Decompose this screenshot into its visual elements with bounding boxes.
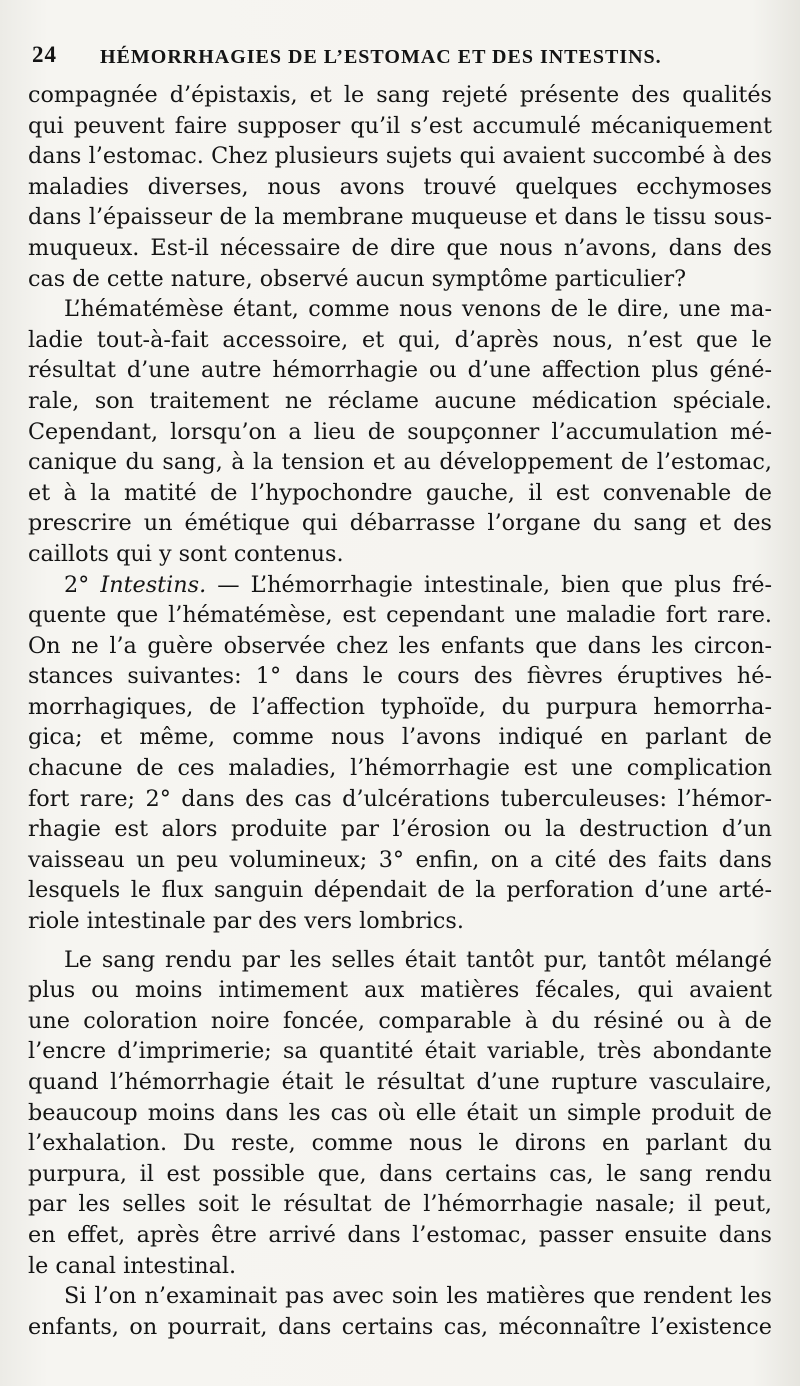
line-text: Cependant, lorsqu’on a lieu de soupçonner l’accumulation mé- (28, 418, 772, 445)
line-text: caillots qui y sont contenus. (28, 540, 344, 567)
line-text: muqueux. Est-il nécessaire de dire que nous n’avons, dans des (28, 234, 772, 261)
text-line (28, 1159, 772, 1190)
line-text: fort rare; 2° dans des cas d’ulcérations tuberculeuses: l’hémor- (28, 785, 772, 812)
line-text: morrhagiques, de l’affection typhoïde, du purpura hemorrha- (28, 693, 772, 720)
section-number: 2° (64, 571, 101, 598)
line-text: lesquels le flux sanguin dépendait de la perforation d’une arté- (28, 877, 772, 904)
line-text: l’encre d’imprimerie; sa quantité était variable, très abondante (28, 1038, 772, 1065)
line-text: — L’hémorrhagie intestinale, bien que plus fré- (206, 571, 772, 598)
line-text: stances suivantes: 1° dans le cours des fièvres éruptives hé- (28, 663, 772, 690)
text-line (28, 945, 772, 976)
text-line (28, 1220, 772, 1251)
text-line (28, 111, 772, 142)
line-text: Si l’on n’examinait pas avec soin les matières que rendent les (64, 1283, 772, 1310)
line-text: résultat d’une autre hémorrhagie ou d’une affection plus géné- (28, 357, 772, 384)
line-text: beaucoup moins dans les cas où elle était un simple produit de (28, 1099, 772, 1126)
section-heading: Intestins. (100, 571, 207, 598)
line-text: dans l’estomac. Chez plusieurs sujets qui avaient succombé à des (28, 143, 772, 170)
text-line (28, 355, 772, 386)
text-line (28, 875, 772, 906)
line-text: purpura, il est possible que, dans certains cas, le sang rendu (28, 1160, 772, 1187)
line-text: l’exhalation. Du reste, comme nous le dirons en parlant du (28, 1130, 772, 1157)
text-line (28, 661, 772, 692)
text-line (28, 975, 772, 1006)
line-text: quente que l’hématémèse, est cependant une maladie fort rare. (28, 602, 772, 629)
text-line (28, 1036, 772, 1067)
text-line (28, 1312, 772, 1343)
page-number: 24 (32, 42, 57, 67)
line-text: qui peuvent faire supposer qu’il s’est accumulé mécaniquement (28, 112, 772, 139)
text-line (28, 1189, 772, 1220)
line-text: une coloration noire foncée, comparable à du résiné ou à de (28, 1007, 772, 1034)
text-line (28, 478, 772, 509)
line-text: gica; et même, comme nous l’avons indiqué en parlant de (28, 724, 772, 751)
text-line (28, 906, 772, 937)
text-line (28, 417, 772, 448)
text-line (28, 692, 772, 723)
text-line (28, 172, 772, 203)
text-line (28, 447, 772, 478)
line-text: prescrire un émétique qui débarrasse l’organe du sang et des (28, 510, 772, 537)
text-line (28, 1098, 772, 1129)
text-line (28, 1006, 772, 1037)
line-text: chacune de ces maladies, l’hémorrhagie est une complication (28, 755, 772, 782)
line-text: canique du sang, à la tension et au développement de l’estomac, (28, 449, 772, 476)
text-line (28, 264, 772, 295)
line-text: L’hématémèse étant, comme nous venons de le dire, une ma- (64, 296, 772, 323)
line-text: cas de cette nature, observé aucun symptôme particulier? (28, 265, 687, 292)
line-text: par les selles soit le résultat de l’hémorrhagie nasale; il peut, (28, 1191, 772, 1218)
text-line (28, 814, 772, 845)
text-line (28, 722, 772, 753)
line-text: compagnée d’épistaxis, et le sang rejeté présente des qualités (28, 82, 772, 108)
text-line (28, 570, 772, 601)
line-text: et à la matité de l’hypochondre gauche, il est convenable de (28, 479, 772, 506)
text-line (28, 386, 772, 417)
text-line (28, 1128, 772, 1159)
line-text: maladies diverses, nous avons trouvé quelques ecchymoses (28, 173, 772, 200)
text-line (28, 753, 772, 784)
text-line (28, 631, 772, 662)
page-header (28, 40, 772, 80)
line-text: riole intestinale par des vers lombrics. (28, 908, 464, 935)
line-text: dans l’épaisseur de la membrane muqueuse et dans le tissu sous- (28, 204, 772, 231)
text-line (28, 539, 772, 570)
text-line (28, 294, 772, 325)
text-line (28, 600, 772, 631)
text-line (28, 1251, 772, 1282)
line-text: ladie tout-à-fait accessoire, et qui, d’après nous, n’est que le (28, 326, 772, 353)
line-text: le canal intestinal. (28, 1252, 237, 1279)
line-text: quand l’hémorrhagie était le résultat d’une rupture vasculaire, (28, 1069, 772, 1095)
body-text (28, 80, 772, 1342)
text-line (28, 80, 772, 111)
running-title: HÉMORRHAGIES DE L’ESTOMAC ET DES INTESTINS. (100, 46, 662, 68)
text-line (28, 784, 772, 815)
text-line (28, 845, 772, 876)
text-line (28, 1281, 772, 1312)
text-line (28, 1067, 772, 1098)
line-text: rale, son traitement ne réclame aucune médication spéciale. (28, 387, 772, 414)
text-line (28, 141, 772, 172)
line-text: vaisseau un peu volumineux; 3° enfin, on a cité des faits dans (28, 846, 772, 873)
line-text: plus ou moins intimement aux matières fécales, qui avaient (28, 977, 772, 1004)
line-text: en effet, après être arrivé dans l’estomac, passer ensuite dans (28, 1221, 772, 1248)
line-text: On ne l’a guère observée chez les enfants que dans les circon- (28, 632, 772, 659)
line-text: Le sang rendu par les selles était tantôt pur, tantôt mélangé (64, 946, 772, 973)
text-line (28, 508, 772, 539)
text-line (28, 233, 772, 264)
text-line (28, 325, 772, 356)
text-line (28, 202, 772, 233)
line-text: rhagie est alors produite par l’érosion ou la destruction d’un (28, 816, 772, 843)
line-text: enfants, on pourrait, dans certains cas, méconnaître l’existence (28, 1313, 772, 1340)
